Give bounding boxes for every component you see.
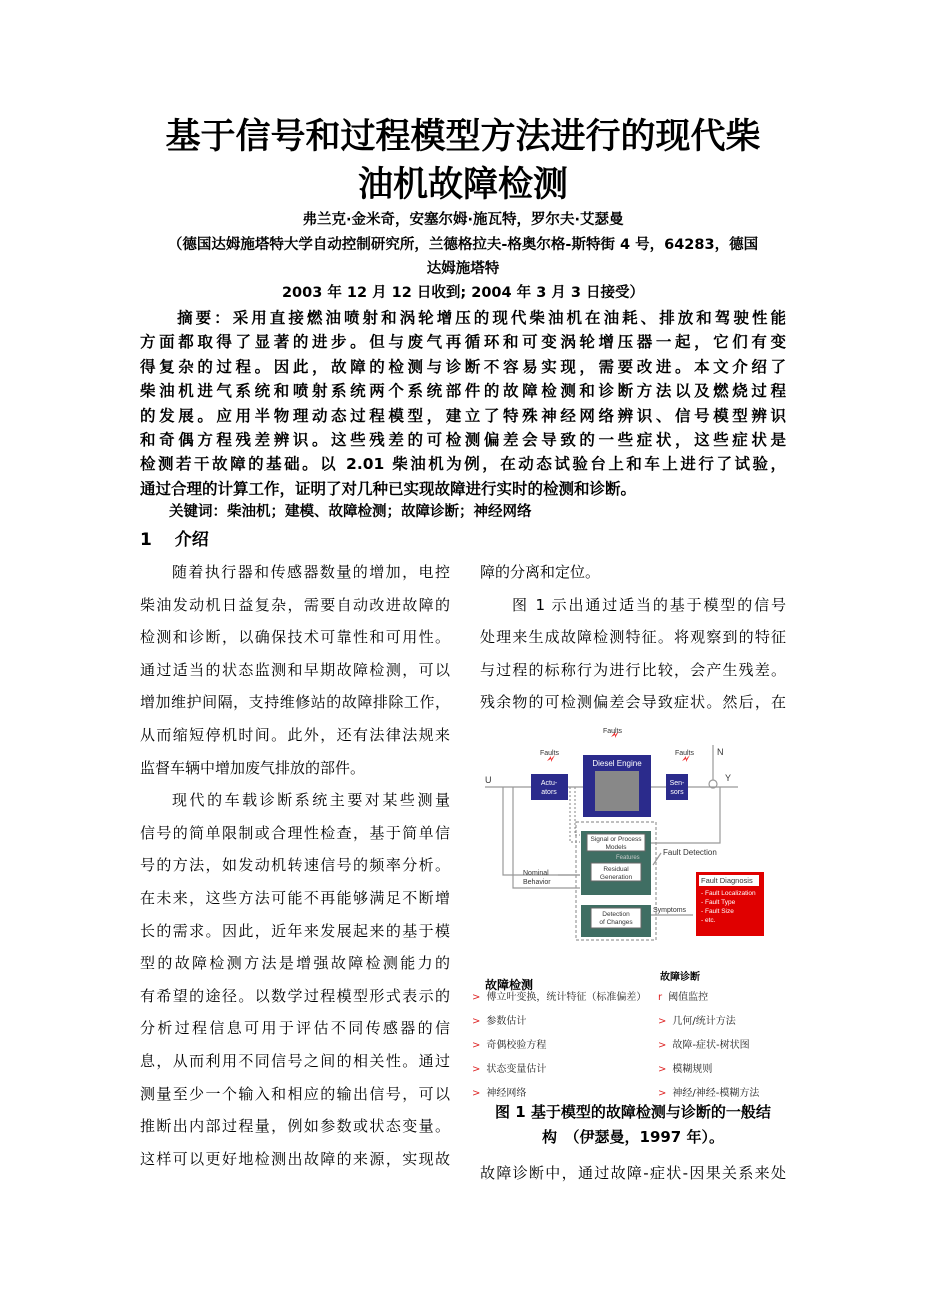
features-label: Features bbox=[616, 855, 640, 861]
paragraph-line: 现代的车载诊断系统主要对某些测量 bbox=[172, 791, 450, 810]
figure-caption-line-2: 构 （伊瑟曼，1997 年）。 bbox=[542, 1128, 724, 1146]
engine-photo bbox=[595, 771, 639, 811]
section-heading: 1 介绍 bbox=[140, 530, 209, 550]
method-label: 傅立叶变换，统计特征（标准偏差） bbox=[486, 992, 647, 1003]
svg-text:sors: sors bbox=[670, 789, 684, 796]
method-item bbox=[658, 986, 759, 1010]
paragraph-line: 图 1 示出通过适当的基于模型的信号 bbox=[512, 595, 786, 614]
paragraph-line: 型的故障检测方法是增强故障检测能力的 bbox=[140, 954, 450, 973]
abstract-line: 方面都取得了显著的进步。但与废气再循环和可变涡轮增压器一起，它们有变 bbox=[140, 333, 786, 352]
paragraph-line: 监督车辆中增加废气排放的部件。 bbox=[140, 758, 366, 777]
diagnosis-methods-title: 故障诊断 bbox=[660, 972, 700, 983]
paragraph-line: 随着执行器和传感器数量的增加，电控 bbox=[172, 563, 450, 581]
bullet-icon: > bbox=[658, 1088, 667, 1099]
fault-detection-label: Fault Detection bbox=[663, 848, 717, 857]
svg-text:- etc.: - etc. bbox=[701, 917, 716, 924]
paper-title-line-1: 基于信号和过程模型方法进行的现代柴 bbox=[165, 117, 761, 157]
sensors-block bbox=[666, 774, 688, 800]
svg-text:Residual: Residual bbox=[603, 866, 629, 873]
svg-text:Sen-: Sen- bbox=[669, 780, 685, 787]
paragraph-line: 柴油发动机日益复杂，需要自动改进故障的 bbox=[140, 595, 450, 614]
fault-diagnosis-title: Fault Diagnosis bbox=[701, 876, 753, 885]
paragraph-line: 残余物的可检测偏差会导致症状。然后，在 bbox=[480, 693, 786, 712]
paragraph-line: 这样可以更好地检测出故障的来源，实现故 bbox=[140, 1149, 450, 1168]
method-label: 神经/神经-模糊方法 bbox=[672, 1088, 760, 1099]
abstract-line: 摘要：采用直接燃油喷射和涡轮增压的现代柴油机在油耗、排放和驾驶性能 bbox=[140, 309, 786, 327]
symptoms-label: Symptoms bbox=[653, 907, 687, 914]
bullet-icon: > bbox=[658, 1064, 667, 1075]
bullet-icon: > bbox=[472, 1064, 481, 1075]
paragraph-line: 号的方法，如发动机转速信号的频率分析。 bbox=[140, 856, 450, 875]
paragraph-line: 测量至少一个输入和相应的输出信号，可以 bbox=[140, 1084, 450, 1103]
figure-diagram bbox=[483, 725, 773, 945]
bullet-icon: r bbox=[658, 992, 663, 1003]
bullet-icon: > bbox=[658, 1016, 667, 1027]
bullet-icon: > bbox=[658, 1040, 667, 1051]
u-label: U bbox=[485, 775, 492, 785]
bullet-icon: > bbox=[472, 992, 481, 1003]
faults-label: Faults bbox=[540, 750, 560, 757]
bullet-icon: > bbox=[472, 1040, 481, 1051]
svg-text:- Fault Size: - Fault Size bbox=[701, 908, 734, 915]
paragraph-line: 推断出内部过程量，例如参数或状态变量。 bbox=[140, 1117, 450, 1136]
method-item bbox=[472, 986, 646, 1010]
detection-methods-list bbox=[472, 986, 646, 1106]
detection-methods-title: 故障检测 bbox=[485, 978, 534, 992]
paragraph-line: 与过程的标称行为进行比较，会产生残差。 bbox=[480, 660, 786, 679]
right-column-bottom bbox=[480, 1157, 786, 1190]
method-label: 参数估计 bbox=[486, 1016, 527, 1027]
method-item bbox=[658, 1058, 759, 1082]
method-label: 奇偶校验方程 bbox=[486, 1040, 547, 1051]
svg-text:Models: Models bbox=[605, 844, 627, 851]
svg-text:- Fault Type: - Fault Type bbox=[701, 899, 736, 906]
abstract-line: 得复杂的过程。因此，故障的检测与诊断不容易实现，需要改进。本文介绍了 bbox=[140, 357, 786, 376]
method-item bbox=[658, 1010, 759, 1034]
authors: 弗兰克·金米奇，安塞尔姆·施瓦特，罗尔夫·艾瑟曼 bbox=[302, 212, 624, 228]
abstract-line: 通过合理的计算工作，证明了对几种已实现故障进行实时的检测和诊断。 bbox=[140, 479, 637, 498]
paragraph-line: 障的分离和定位。 bbox=[480, 563, 601, 581]
paragraph-line: 有希望的途径。以数学过程模型形式表示的 bbox=[140, 986, 450, 1005]
diagnosis-methods-list bbox=[658, 986, 759, 1106]
right-column bbox=[480, 556, 786, 719]
abstract-line: 柴油机进气系统和喷射系统两个系统部件的故障检测和诊断方法以及燃烧过程 bbox=[140, 382, 786, 401]
dates: 2003 年 12 月 12 日收到; 2004 年 3 月 3 日接受） bbox=[281, 285, 645, 301]
figure-caption-line-1: 图 1 基于模型的故障检测与诊断的一般结 bbox=[495, 1103, 771, 1121]
method-label: 状态变量估计 bbox=[486, 1064, 547, 1075]
paper-title-line-2: 油机故障检测 bbox=[357, 165, 568, 205]
affiliation-line-2: 达姆施塔特 bbox=[426, 261, 500, 277]
abstract-line: 和奇偶方程残差辨识。这些残差的可检测偏差会导致的一些症状，这些症状是 bbox=[140, 431, 786, 449]
keywords: 关键词：柴油机；建模、故障检测；故障诊断；神经网络 bbox=[140, 504, 532, 520]
paragraph-line: 息，从而利用不同信号之间的相关性。通过 bbox=[140, 1051, 450, 1070]
paragraph-line: 分析过程信息可用于评估不同传感器的信 bbox=[140, 1019, 450, 1038]
method-label: 阈值监控 bbox=[668, 992, 709, 1003]
method-item bbox=[472, 1058, 646, 1082]
y-label: Y bbox=[725, 773, 732, 783]
method-label: 模糊规则 bbox=[672, 1064, 713, 1075]
svg-text:Signal or Process: Signal or Process bbox=[590, 836, 642, 843]
method-item bbox=[472, 1034, 646, 1058]
method-label: 故障-症状-树状图 bbox=[672, 1040, 750, 1051]
nominal-label: Nominal bbox=[523, 870, 549, 877]
affiliation-line-1: （德国达姆施塔特大学自动控制研究所，兰德格拉夫-格奥尔格-斯特街 4 号，64283，德国 bbox=[167, 237, 759, 253]
faults-label: Faults bbox=[603, 728, 623, 735]
paragraph-line: 故障诊断中，通过故障-症状-因果关系来处 bbox=[480, 1164, 786, 1182]
svg-text:- Fault Localization: - Fault Localization bbox=[701, 890, 756, 897]
paragraph-line: 长的需求。因此，近年来发展起来的基于模 bbox=[140, 921, 450, 940]
paragraph-line: 处理来生成故障检测特征。将观察到的特征 bbox=[480, 628, 786, 647]
svg-text:Generation: Generation bbox=[599, 874, 633, 881]
paragraph-line: 通过适当的状态监测和早期故障检测，可以 bbox=[140, 660, 450, 679]
method-label: 神经网络 bbox=[486, 1088, 527, 1099]
paragraph-line: 检测和诊断，以确保技术可靠性和可用性。 bbox=[140, 628, 450, 647]
engine-label: Diesel Engine bbox=[592, 759, 642, 768]
method-item bbox=[658, 1034, 759, 1058]
bullet-icon: > bbox=[472, 1088, 481, 1099]
method-label: 几何/统计方法 bbox=[672, 1016, 736, 1027]
actuators-block bbox=[531, 774, 568, 800]
abstract-line: 检测若干故障的基础。以 2.01 柴油机为例，在动态试验台上和车上进行了试验， bbox=[140, 455, 786, 474]
svg-text:Detection: Detection bbox=[602, 911, 630, 918]
paragraph-line: 增加维护间隔，支持维修站的故障排除工作， bbox=[140, 693, 450, 712]
svg-text:ators: ators bbox=[541, 789, 557, 796]
bullet-icon: > bbox=[472, 1016, 481, 1027]
faults-label: Faults bbox=[675, 750, 695, 757]
left-column bbox=[140, 556, 450, 1175]
svg-text:of Changes: of Changes bbox=[599, 919, 633, 926]
svg-text:Actu-: Actu- bbox=[540, 780, 558, 787]
method-item bbox=[472, 1010, 646, 1034]
nominal-label: Behavior bbox=[523, 879, 551, 886]
abstract-line: 的发展。应用半物理动态过程模型，建立了特殊神经网络辨识、信号模型辨识 bbox=[140, 406, 786, 425]
paragraph-line: 信号的简单限制或合理性检查，基于简单信 bbox=[140, 823, 450, 842]
paragraph-line: 在未来，这些方法可能不再能够满足不断增 bbox=[140, 888, 450, 907]
n-label: N bbox=[717, 747, 724, 757]
paragraph-line: 从而缩短停机时间。此外，还有法律法规来 bbox=[140, 725, 450, 744]
